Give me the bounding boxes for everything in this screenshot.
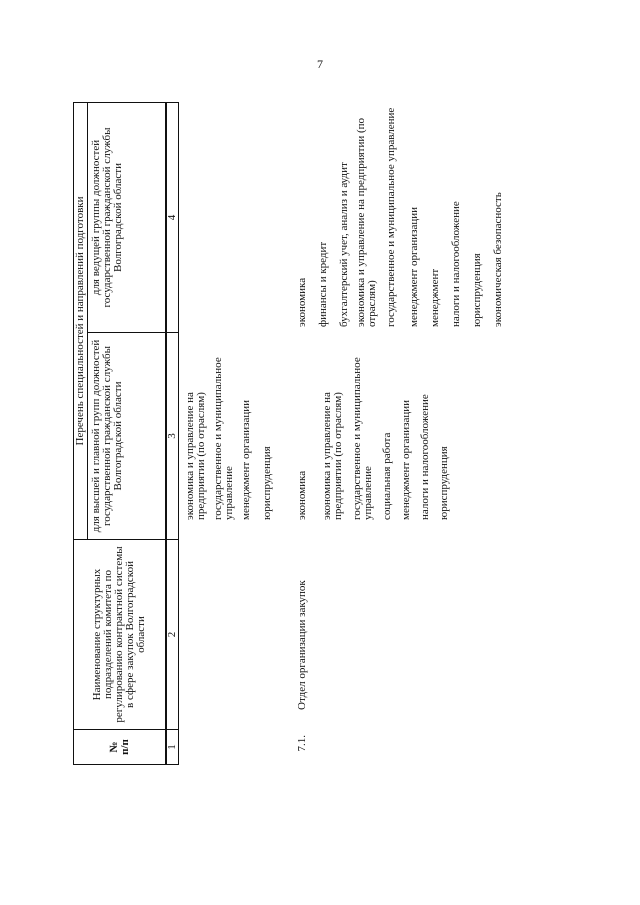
page-number: 7 [317,57,323,71]
list-item: экономика и управление на предприятии (по отраслям) [321,392,344,520]
list-item: финансы и кредит [317,241,329,327]
list-item: экономика [296,470,308,520]
list-item: экономика [296,277,308,327]
number-label: 4 [166,214,178,221]
header-number-label: № п/п [107,739,131,755]
list-item: налоги и налогообложение [450,201,462,327]
number-cell-2 [166,540,179,730]
list-item: менеджмент организации [408,206,420,327]
header-cell-number [73,730,166,765]
list-item: государственное и муниципальное управление [385,107,397,327]
list-item: бухгалтерский учет, анализ и аудит [338,162,350,327]
number-cell-4 [166,102,179,333]
list-item: юриспруденция [438,446,450,520]
continuation-higher-list [185,345,273,520]
number-label: 2 [166,631,178,638]
list-item: юриспруденция [471,253,483,327]
list-item: налоги и налогообложение [419,394,431,520]
list-item: экономика и управление на предприятии (по отраслям) [184,392,207,520]
number-label: 1 [166,744,178,750]
header-cell-leading-group [87,102,166,333]
list-item: юриспруденция [261,446,273,520]
list-item: экономика и управление на предприятии (по отраслям) [355,117,378,327]
number-cell-3 [166,333,179,540]
list-item: государственное и муниципальное управление [212,357,235,520]
header-list-label: Перечень специальностей и направлений подготовки [74,196,86,446]
row-number: 7.1. [296,735,308,752]
rotated-page-content [65,55,630,765]
list-item: социальная работа [381,432,393,520]
header-cell-list [73,102,87,540]
list-item: менеджмент организации [400,399,412,520]
number-cell-1 [166,730,179,765]
list-item: менеджмент [429,268,441,327]
list-item: менеджмент организации [240,399,252,520]
header-higher-group-label: для высшей и главной групп должностей государственной гражданской службы Волгоградской области [90,339,124,533]
row-higher-list [297,340,450,520]
department-name: Отдел организации закупок [296,580,308,710]
list-item: государственное и муниципальное управление [351,357,374,520]
header-cell-higher-group [87,333,166,540]
header-cell-department [73,540,166,730]
header-department-label: Наименование структурных подразделений комитета по регулированию контрактной системы в сфере закупок Волгоградской области [91,546,147,723]
number-label: 3 [166,433,178,439]
header-leading-group-label: для ведущей группы должностей государственной гражданской службы Волгоградской области [90,127,124,308]
row-leading-list [297,102,504,327]
list-item: экономическая безопасность [492,192,504,327]
